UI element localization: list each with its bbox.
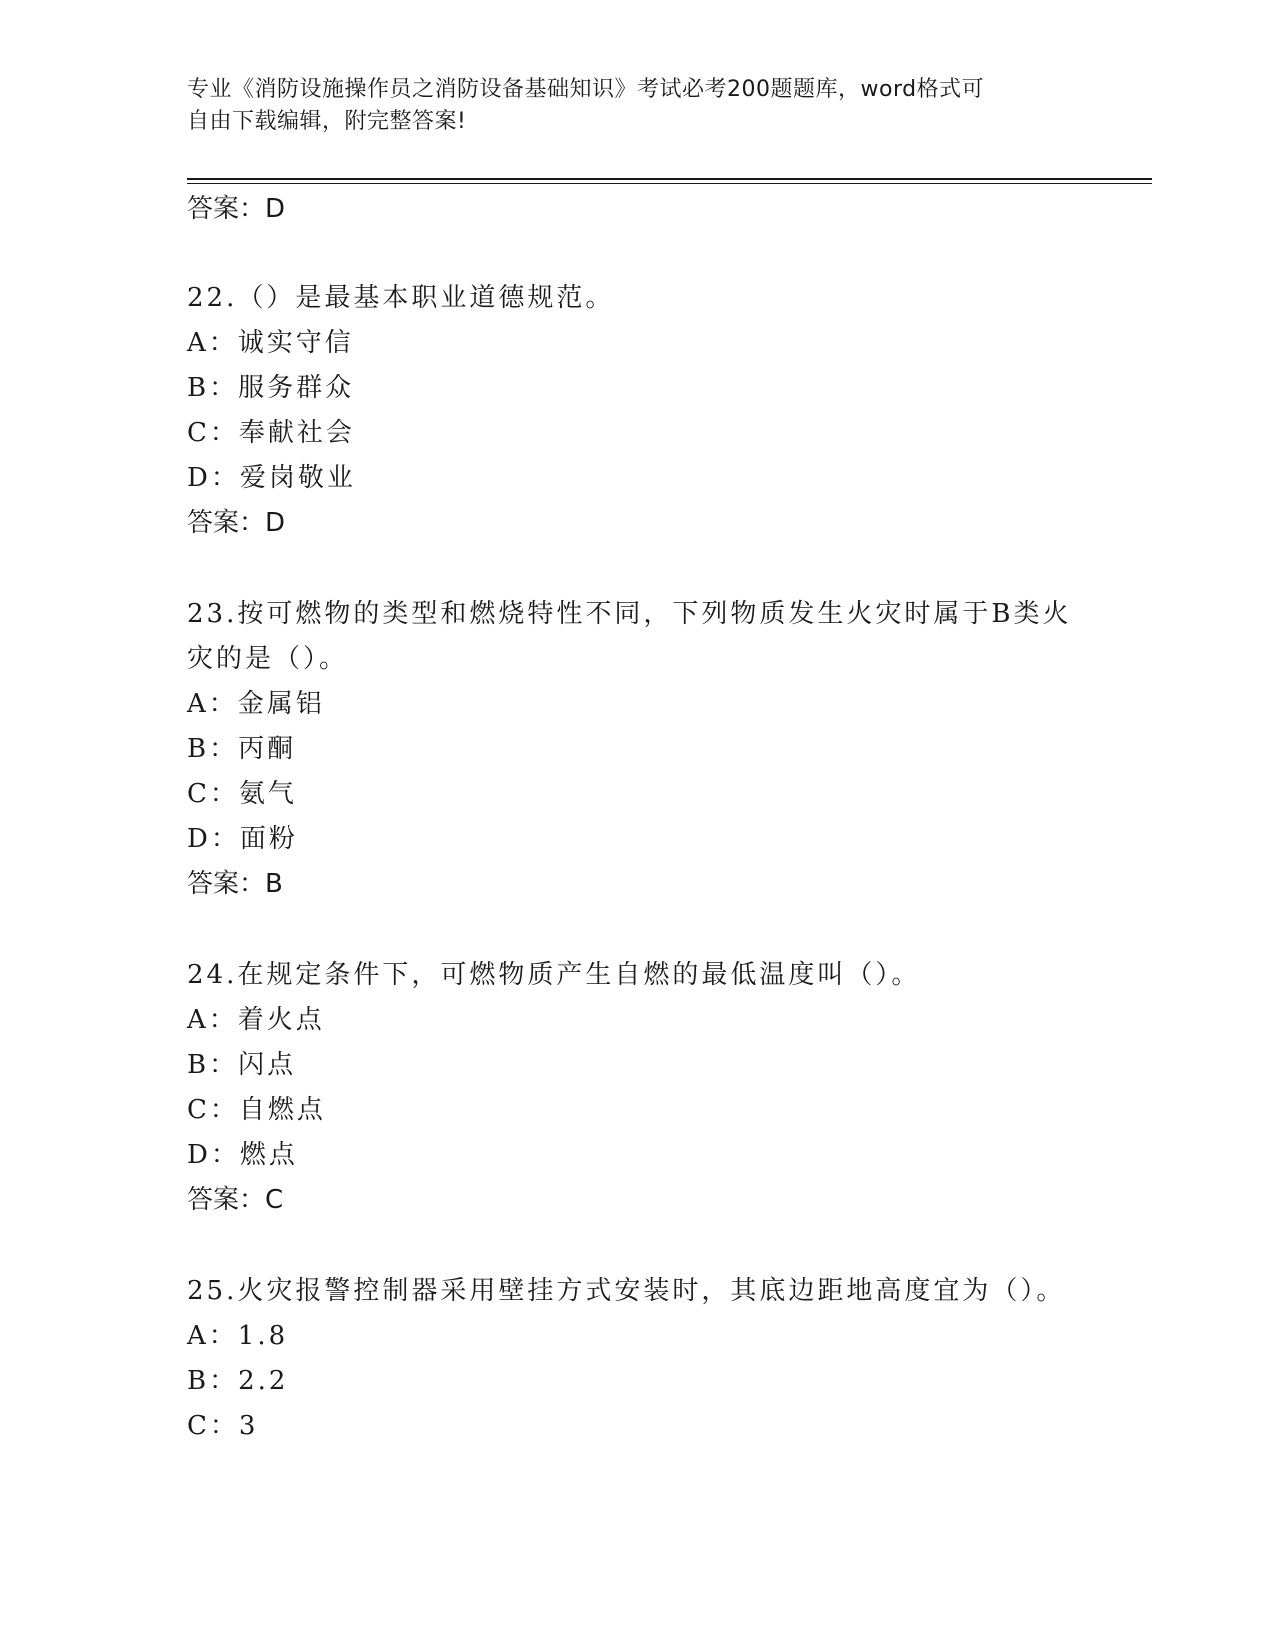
- answer-line: 答案：D: [187, 508, 286, 538]
- question-23: [187, 592, 1087, 907]
- question-24: [187, 953, 1087, 1223]
- answer-line: 答案：C: [187, 1185, 284, 1215]
- answer-line: 答案：B: [187, 869, 283, 899]
- option-c: C：氨气: [187, 779, 297, 809]
- option-b: B：服务群众: [187, 373, 355, 403]
- header-title-line-1: 专业《消防设施操作员之消防设备基础知识》考试必考200题题库，word格式可: [187, 77, 985, 102]
- header-divider-thin: [187, 183, 1152, 184]
- option-a: A：诚实守信: [187, 328, 354, 358]
- question-stem: 24.在规定条件下，可燃物质产生自燃的最低温度叫（）。: [187, 960, 921, 990]
- option-b: B：丙酮: [187, 734, 297, 764]
- previous-question-answer: 答案：D: [187, 194, 286, 224]
- option-a: A：金属铝: [187, 689, 325, 719]
- question-stem: 25.火灾报警控制器采用壁挂方式安装时，其底边距地高度宜为（）。: [187, 1276, 1066, 1306]
- option-c: C：自燃点: [187, 1095, 326, 1125]
- option-d: D：爱岗敬业: [187, 463, 356, 493]
- option-b: B：2.2: [187, 1366, 289, 1396]
- option-a: A：1.8: [187, 1321, 289, 1351]
- header-title-line-2: 自由下载编辑，附完整答案!: [187, 109, 467, 134]
- question-22: [187, 276, 1087, 546]
- option-d: D：燃点: [187, 1140, 298, 1170]
- option-d: D：面粉: [187, 824, 298, 854]
- option-b: B：闪点: [187, 1050, 297, 1080]
- question-stem: 22.（）是最基本职业道德规范。: [187, 283, 615, 313]
- option-c: C：奉献社会: [187, 418, 355, 448]
- header-divider-thick: [187, 178, 1152, 180]
- question-stem: 23.按可燃物的类型和燃烧特性不同，下列物质发生火灾时属于B类火灾的是（）。: [187, 599, 1072, 674]
- option-c: C：3: [187, 1411, 259, 1441]
- document-header: [187, 74, 1067, 138]
- option-a: A：着火点: [187, 1005, 325, 1035]
- question-25: [187, 1269, 1087, 1449]
